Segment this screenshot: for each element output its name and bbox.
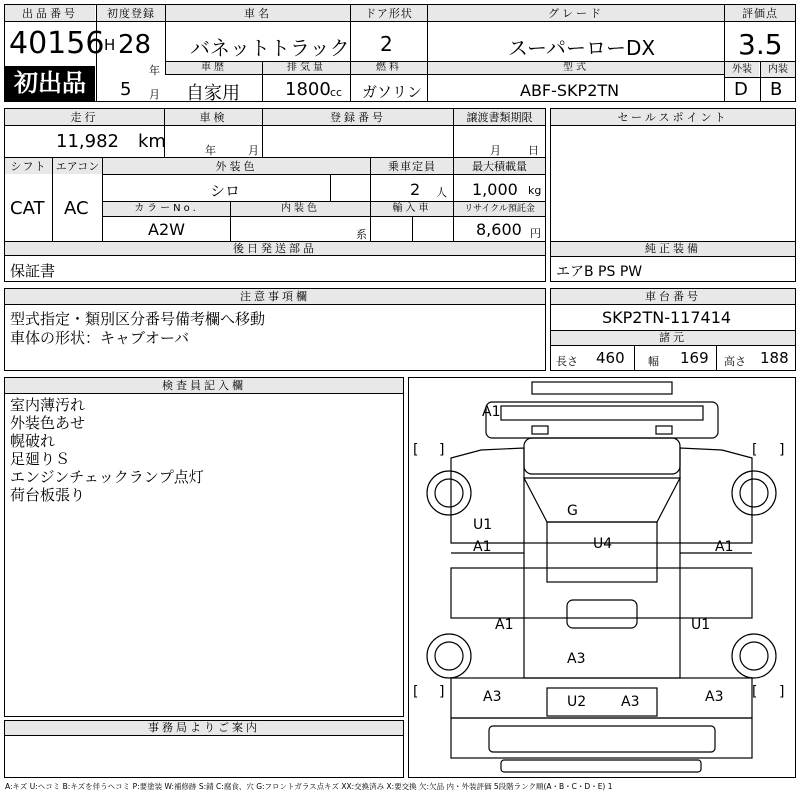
recycle: 8,600 bbox=[476, 220, 522, 239]
height-label: 高さ bbox=[724, 355, 746, 368]
transfer-day-unit: 日 bbox=[528, 144, 539, 157]
length: 460 bbox=[596, 349, 625, 367]
capacity-unit: 人 bbox=[436, 186, 447, 199]
sales-points-label: セールスポイント bbox=[551, 109, 795, 125]
recycle-unit: 円 bbox=[530, 227, 541, 240]
capacity-label: 乗車定員 bbox=[371, 158, 453, 174]
year-unit: 年 bbox=[149, 64, 160, 77]
load-unit: kg bbox=[528, 184, 542, 197]
inspector-label: 検査員記入欄 bbox=[5, 378, 403, 393]
mark-a3-left: A3 bbox=[483, 689, 502, 705]
shift: CAT bbox=[10, 198, 45, 219]
listing-no-label: 出品番号 bbox=[5, 5, 95, 21]
month-unit: 月 bbox=[149, 88, 160, 101]
svg-text:[: [ bbox=[752, 684, 758, 700]
svg-text:]: ] bbox=[439, 442, 445, 458]
color-label: 外装色 bbox=[103, 158, 370, 174]
vehicle-diagram bbox=[408, 377, 796, 778]
mileage-unit: km bbox=[138, 131, 166, 152]
svg-text:[: [ bbox=[752, 442, 758, 458]
mark-g: G bbox=[567, 503, 578, 519]
displacement-label: 排気量 bbox=[263, 62, 350, 74]
inspection-month-unit: 月 bbox=[248, 144, 259, 157]
inspector-line-1: 室内薄汚れ bbox=[10, 396, 86, 414]
ac-label: エアコン bbox=[53, 158, 102, 174]
mark-a1-right: A1 bbox=[715, 539, 734, 555]
type-label: 型式 bbox=[428, 62, 724, 74]
width: 169 bbox=[680, 349, 709, 367]
grade-label: グレード bbox=[428, 5, 724, 21]
transfer-label: 譲渡書類期限 bbox=[454, 109, 545, 125]
svg-text:[: [ bbox=[413, 684, 419, 700]
equipment-value: エアB PS PW bbox=[556, 264, 643, 280]
history-label: 車歴 bbox=[166, 62, 262, 74]
type: ABF-SKP2TN bbox=[520, 81, 620, 100]
doors: 2 bbox=[380, 32, 393, 56]
svg-text:]: ] bbox=[439, 684, 445, 700]
inspector-line-4: 足廻りＳ bbox=[10, 450, 71, 468]
first-listing-badge: 初出品 bbox=[5, 66, 95, 101]
color-no: A2W bbox=[148, 220, 185, 239]
interior-label: 内装 bbox=[761, 62, 795, 77]
fuel-label: 燃料 bbox=[351, 62, 427, 74]
specs-label: 諸元 bbox=[551, 331, 795, 345]
later-parts-label: 後日発送部品 bbox=[5, 242, 545, 256]
notes-line-2: 車体の形状：キャブオーバ bbox=[10, 329, 190, 347]
score: 3.5 bbox=[738, 28, 783, 61]
svg-text:]: ] bbox=[779, 442, 785, 458]
displacement: 1800 bbox=[285, 79, 331, 100]
svg-text:]: ] bbox=[779, 684, 785, 700]
capacity: 2 bbox=[410, 180, 421, 199]
mark-u1-right: U1 bbox=[691, 617, 711, 633]
legend: A:キズ U:ヘコミ B:キズを伴うヘコミ P:要塗装 W:補修跡 S:錆 C:腐食、穴 G:フロントガラス点キズ XX:交換済み X:要交換 欠:欠品 内・外装評価 5段階ランク順(A・B・C・D・E) 1 bbox=[5, 782, 613, 791]
inspection-year-unit: 年 bbox=[205, 144, 216, 157]
color: シロ bbox=[210, 182, 241, 200]
reg-no-label: 登録番号 bbox=[263, 109, 453, 125]
doors-label: ドア形状 bbox=[351, 5, 427, 21]
exterior-grade: D bbox=[734, 79, 748, 100]
inspector-line-5: エンジンチェックランプ点灯 bbox=[10, 468, 204, 486]
fuel: ガソリン bbox=[362, 83, 423, 101]
mark-u2: U2 bbox=[567, 694, 587, 710]
inspector-line-3: 幌破れ bbox=[10, 432, 56, 450]
equipment-label: 純正装備 bbox=[551, 242, 795, 256]
office-label: 事務局よりご案内 bbox=[5, 721, 403, 735]
width-label: 幅 bbox=[648, 355, 659, 368]
grade: スーパーローDX bbox=[508, 36, 656, 60]
recycle-label: リサイクル預託金 bbox=[454, 202, 545, 216]
first-reg-label: 初度登録 bbox=[97, 5, 165, 21]
mark-a3-rear: A3 bbox=[621, 694, 640, 710]
exterior-label: 外装 bbox=[725, 62, 759, 77]
mark-a1-left: A1 bbox=[473, 539, 492, 555]
listing-no: 40156 bbox=[9, 26, 105, 61]
chassis-no: SKP2TN-117414 bbox=[602, 308, 732, 327]
reg-year: 28 bbox=[118, 30, 152, 60]
height: 188 bbox=[760, 349, 789, 367]
transfer-month-unit: 月 bbox=[490, 144, 501, 157]
displacement-unit: cc bbox=[330, 86, 343, 99]
interior-grade: B bbox=[770, 79, 783, 100]
inspector-line-6: 荷台板張り bbox=[10, 486, 86, 504]
mark-a1-mid: A1 bbox=[495, 617, 514, 633]
svg-text:[: [ bbox=[413, 442, 419, 458]
later-parts-value: 保証書 bbox=[10, 262, 56, 280]
chassis-label: 車台番号 bbox=[551, 289, 795, 304]
interior-color-unit: 系 bbox=[356, 228, 367, 241]
notes-label: 注意事項欄 bbox=[5, 289, 545, 304]
mileage: 11,982 bbox=[56, 131, 119, 152]
shift-label: シフト bbox=[5, 158, 52, 174]
mark-a3-right: A3 bbox=[705, 689, 724, 705]
inspection-label: 車検 bbox=[165, 109, 262, 125]
load-label: 最大積載量 bbox=[454, 158, 545, 174]
mark-u4: U4 bbox=[593, 536, 613, 552]
later-parts-block bbox=[4, 255, 546, 282]
mark-a1-front: A1 bbox=[482, 404, 501, 420]
score-label: 評価点 bbox=[725, 5, 795, 21]
model-name: バネットトラック bbox=[190, 36, 350, 60]
mark-a3-center: A3 bbox=[567, 651, 586, 667]
color-no-label: カラーNo. bbox=[103, 202, 230, 216]
history: 自家用 bbox=[186, 83, 240, 104]
interior-color-label: 内装色 bbox=[231, 202, 370, 216]
load: 1,000 bbox=[472, 180, 518, 199]
import-label: 輸入車 bbox=[371, 202, 453, 216]
notes-line-1: 型式指定・類別区分番号備考欄へ移動 bbox=[10, 310, 266, 328]
mark-u1-left: U1 bbox=[473, 517, 493, 533]
ac: AC bbox=[64, 198, 89, 219]
era: H bbox=[104, 36, 116, 54]
inspector-line-2: 外装色あせ bbox=[10, 414, 86, 432]
mileage-label: 走行 bbox=[5, 109, 164, 125]
reg-month: 5 bbox=[120, 79, 132, 100]
length-label: 長さ bbox=[556, 355, 578, 368]
model-name-label: 車名 bbox=[166, 5, 350, 21]
